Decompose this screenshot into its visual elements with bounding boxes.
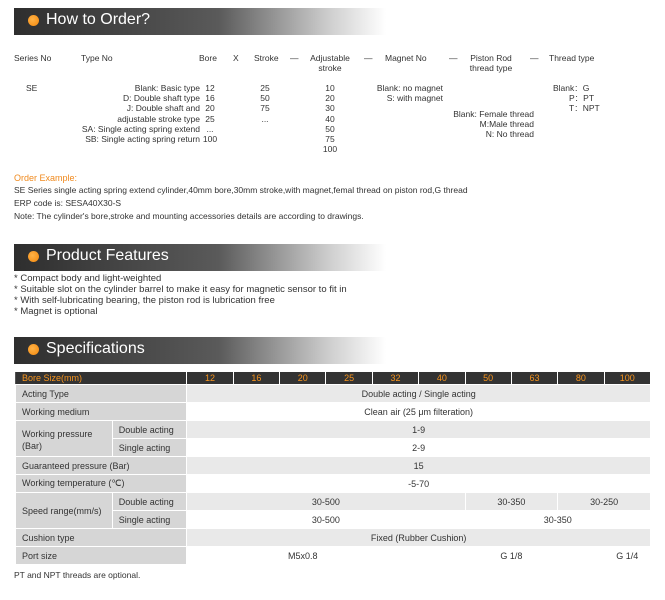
order-example-text: SE Series single acting spring extend cylinder,40mm bore,30mm stroke,with magnet,femal thread on piston rod,G thread	[14, 185, 468, 195]
bore-size-cell: 80	[558, 372, 604, 385]
single-acting-label: Single acting	[112, 439, 187, 457]
working-medium-label: Working medium	[16, 403, 187, 421]
table-row	[16, 493, 651, 511]
bore-size-cell: 40	[419, 372, 465, 385]
bullet-icon	[28, 15, 39, 26]
dash-separator: —	[290, 53, 299, 63]
bore-values: 12 16 20 25 ... 100	[202, 83, 218, 145]
section-header-specifications	[14, 337, 386, 364]
bore-size-cell: 25	[326, 372, 372, 385]
section-header-product-features	[14, 244, 386, 271]
list-item: * Suitable slot on the cylinder barrel to make it easy for magnetic sensor to fit in	[14, 284, 347, 295]
port-size-value: G 1/4	[604, 547, 650, 565]
bore-size-cell: 12	[187, 372, 233, 385]
list-item: adjustable stroke type	[117, 113, 200, 124]
series-value: SE	[26, 83, 38, 93]
table-row	[16, 385, 651, 403]
speed-double-value: 30-350	[465, 493, 558, 511]
type-options	[50, 83, 200, 144]
double-acting-label: Double acting	[112, 493, 187, 511]
order-example-title: Order Example:	[14, 173, 78, 183]
cushion-type-value: Fixed (Rubber Cushion)	[187, 529, 651, 547]
pressure-double-value: 1-9	[187, 421, 651, 439]
thread-type-header: Thread type	[549, 53, 595, 63]
thread-options: Blank：G P：PT T：NPT	[553, 83, 600, 114]
type-no-header: Type No	[81, 53, 113, 63]
bore-header: Bore	[199, 53, 217, 63]
adjustable-stroke-values: 10 20 30 40 50 75 100	[322, 83, 338, 155]
port-size-label: Port size	[16, 547, 187, 565]
magnet-no-header: Magnet No	[385, 53, 427, 63]
bullet-icon	[28, 344, 39, 355]
port-size-value: G 1/8	[419, 547, 604, 565]
speed-double-value: 30-500	[187, 493, 465, 511]
dash-separator: —	[530, 53, 539, 63]
working-temperature-value: -5-70	[187, 475, 651, 493]
adjustable-stroke-header: Adjustable stroke	[310, 53, 350, 73]
speed-double-value: 30-250	[558, 493, 651, 511]
bore-size-cell: 32	[372, 372, 418, 385]
section-header-how-to-order	[14, 8, 386, 35]
series-no-header: Series No	[14, 53, 52, 63]
table-row	[16, 547, 651, 565]
x-separator: X	[233, 53, 239, 63]
table-row	[16, 529, 651, 547]
order-note: Note: The cylinder's bore,stroke and mounting accessories details are according to drawings.	[14, 211, 364, 221]
list-item: * Compact body and light-weighted	[14, 273, 162, 284]
footnote: PT and NPT threads are optional.	[14, 570, 141, 580]
bore-size-cell: 20	[280, 372, 326, 385]
table-row	[16, 475, 651, 493]
acting-type-value: Double acting / Single acting	[187, 385, 651, 403]
list-item: D: Double shaft type	[122, 93, 200, 104]
erp-code: ERP code is: SESA40X30-S	[14, 198, 122, 208]
list-item: J: Double shaft and	[126, 103, 200, 114]
double-acting-label: Double acting	[112, 421, 187, 439]
port-size-value: M5x0.8	[187, 547, 419, 565]
magnet-options: Blank: no magnet S: with magnet	[376, 83, 443, 104]
guaranteed-pressure-value: 15	[187, 457, 651, 475]
section-title: How to Order?	[46, 11, 151, 28]
speed-single-value: 30-350	[465, 511, 651, 529]
bore-size-cell: 16	[233, 372, 279, 385]
list-item: SB: Single acting spring return	[85, 134, 200, 145]
table-row	[16, 457, 651, 475]
stroke-header: Stroke	[254, 53, 279, 63]
specifications-table	[15, 371, 651, 565]
working-temperature-label: Working temperature (℃)	[16, 475, 187, 493]
working-medium-value: Clean air (25 μm filteration)	[187, 403, 651, 421]
single-acting-label: Single acting	[112, 511, 187, 529]
table-row	[16, 421, 651, 439]
speed-range-label: Speed range(mm/s)	[16, 493, 113, 529]
feature-list	[14, 273, 347, 317]
speed-single-value: 30-500	[187, 511, 465, 529]
section-title: Specifications	[46, 340, 145, 357]
bore-size-cell: 63	[511, 372, 557, 385]
list-item: SA: Single acting spring extend	[81, 123, 200, 134]
piston-rod-options: Blank: Female thread M:Male thread N: No thread	[453, 109, 534, 140]
section-title: Product Features	[46, 247, 169, 264]
dash-separator: —	[449, 53, 458, 63]
pressure-single-value: 2-9	[187, 439, 651, 457]
table-header-row	[16, 372, 651, 385]
piston-rod-thread-header: Piston Rod thread type	[469, 53, 513, 73]
bullet-icon	[28, 251, 39, 262]
working-pressure-label: Working pressure (Bar)	[16, 421, 113, 457]
table-row	[16, 403, 651, 421]
bore-size-cell: 50	[465, 372, 511, 385]
list-item: * With self-lubricating bearing, the piston rod is lubrication free	[14, 295, 275, 306]
list-item: Blank: Basic type	[134, 83, 200, 93]
bore-size-label: Bore Size(mm)	[16, 372, 187, 385]
bore-size-cell: 100	[604, 372, 650, 385]
list-item: * Magnet is optional	[14, 306, 98, 317]
guaranteed-pressure-label: Guaranteed pressure (Bar)	[16, 457, 187, 475]
acting-type-label: Acting Type	[16, 385, 187, 403]
cushion-type-label: Cushion type	[16, 529, 187, 547]
dash-separator: —	[364, 53, 373, 63]
stroke-values: 25 50 75 ...	[260, 83, 270, 124]
